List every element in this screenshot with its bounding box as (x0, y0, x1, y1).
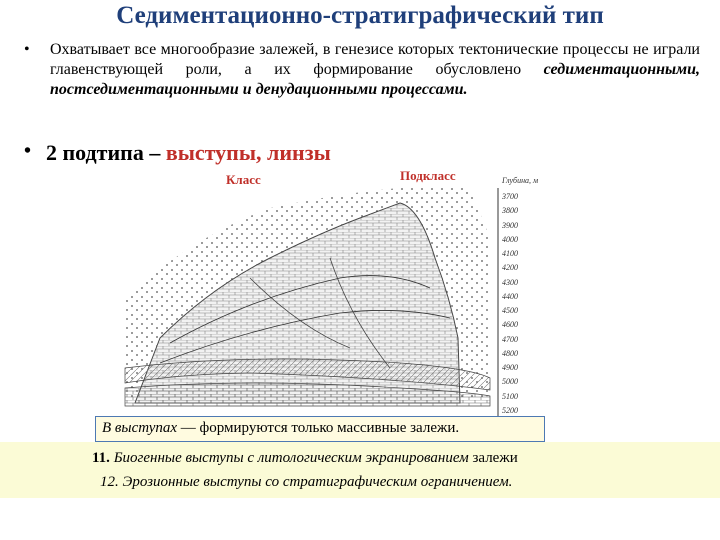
depth-tick-label: 4500 (502, 306, 518, 315)
info-box-rest: — формируются только массивные залежи. (177, 420, 460, 436)
bullet-marker: • (24, 41, 30, 58)
subtypes-lead: 2 подтипа – (46, 140, 166, 165)
depth-tick-label: 5000 (502, 377, 518, 387)
depth-tick-label: 5200 (502, 405, 518, 415)
depth-tick-label: 4200 (502, 263, 518, 273)
class-item-12: 12. Эрозионные выступы со стратиграфическим ограничением. (100, 474, 513, 490)
slide-title: Седиментационно-стратиграфический тип (116, 2, 604, 29)
geological-cross-section (100, 178, 540, 423)
bullet-subtypes (24, 140, 331, 166)
info-box-lead: В выступах (102, 420, 178, 436)
depth-tick-label: 4900 (502, 363, 518, 372)
depth-tick-label: 3900 (502, 220, 518, 230)
depth-tick-label: 4600 (502, 320, 518, 330)
class-item-11-italic: Биогенные выступы с литологическим экранированием (109, 450, 469, 466)
depth-tick-label: 4000 (502, 234, 518, 244)
depth-tick-label: 4700 (502, 334, 518, 344)
depth-axis-title: Глубина, м (502, 176, 539, 185)
depth-tick-label: 5100 (502, 391, 518, 401)
bullet-marker: • (24, 140, 32, 162)
depth-tick-label: 3800 (502, 206, 518, 216)
info-box-massive (95, 416, 545, 442)
subtypes-accent: выступы, линзы (165, 140, 331, 165)
depth-tick-label: 4300 (502, 277, 518, 287)
bullet-text-plain: Охватывает все многообразие залежей, в генезисе которых тектонические процессы не играли главенствующей роли, а их формирование обусловлено (50, 41, 700, 78)
bullet-description (24, 40, 700, 100)
depth-axis (492, 178, 552, 423)
bullet-text-italic: седиментационными, постседиментационными и денудационными процессами. (50, 61, 700, 98)
class-label: Класс (226, 172, 261, 187)
depth-axis-line (492, 178, 552, 423)
class-item-11-rest: залежи (468, 450, 518, 466)
depth-tick-label: 4100 (502, 249, 518, 258)
subclass-label: Подкласс (400, 168, 456, 183)
classification-box (0, 442, 720, 498)
depth-tick-label: 4800 (502, 348, 518, 358)
depth-tick-label: 3700 (502, 192, 518, 201)
depth-tick-label: 4400 (502, 291, 518, 301)
class-item-11-number: 11. (92, 450, 110, 466)
subtypes-text (46, 140, 331, 165)
bullet-text (50, 40, 700, 100)
class-item-11 (92, 450, 518, 467)
